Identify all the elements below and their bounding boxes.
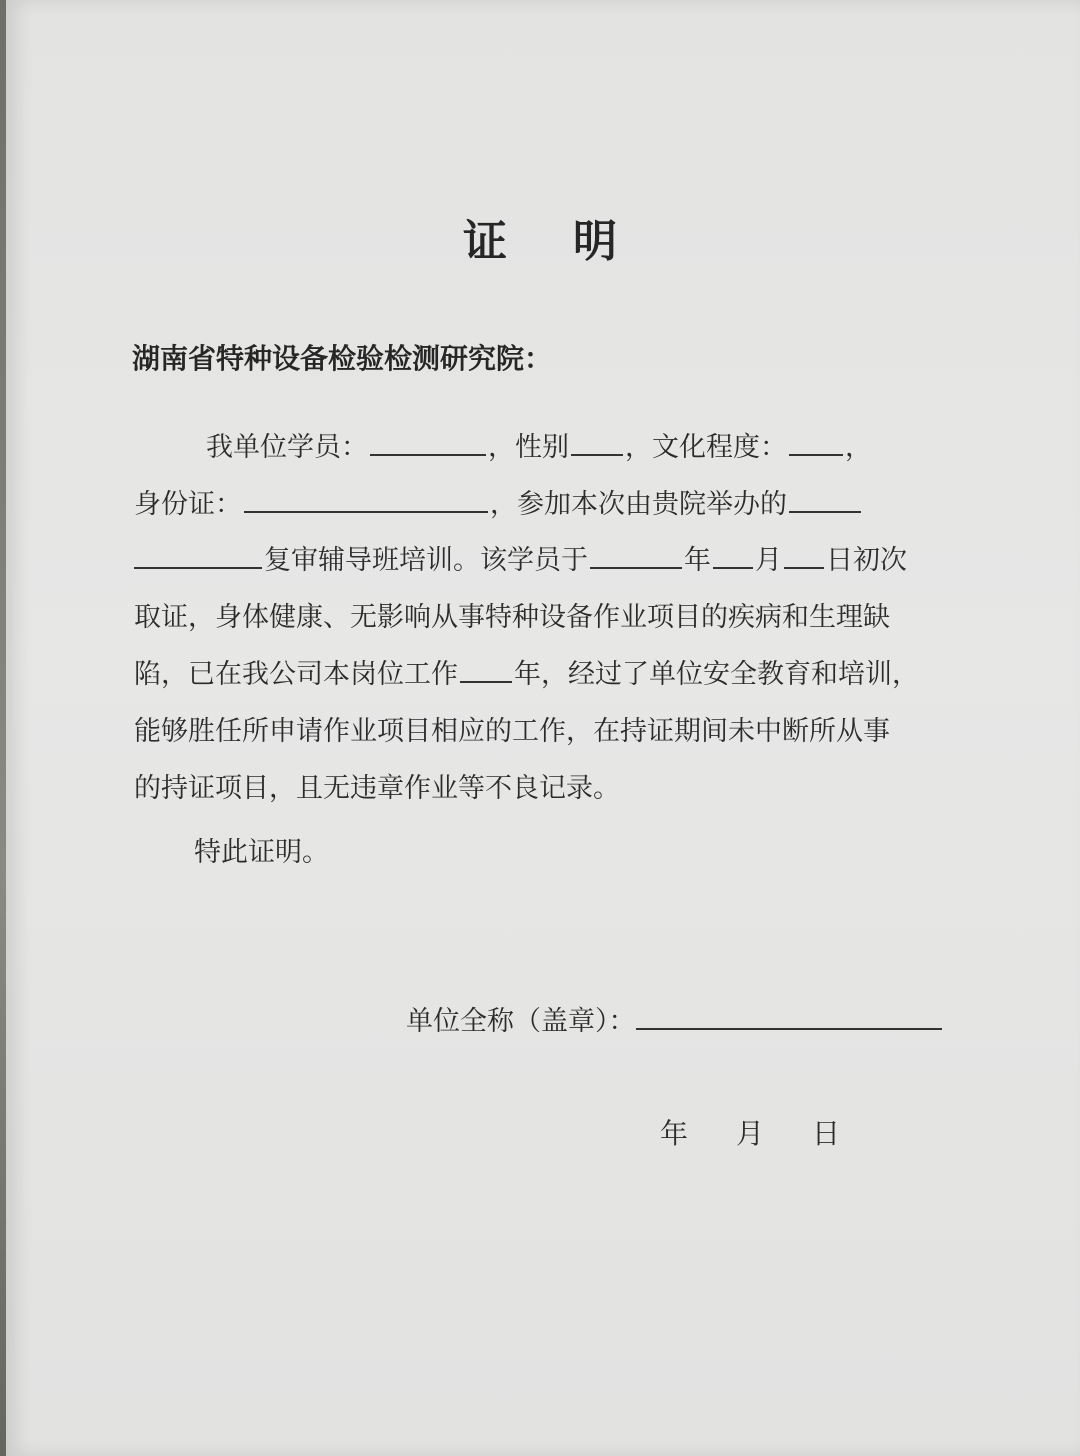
company-name-blank[interactable] xyxy=(636,1002,942,1030)
body-line-7: 的持证项目，且无违章作业等不良记录。 xyxy=(134,773,620,804)
first-cert-text: 复审辅导班培训。该学员于 xyxy=(264,545,588,576)
id-label: 身份证： xyxy=(134,489,242,520)
id-number-blank[interactable] xyxy=(244,487,488,513)
signature-row xyxy=(406,999,942,1038)
comma: ， xyxy=(845,432,872,463)
student-name-blank[interactable] xyxy=(370,430,486,456)
cert-day-blank[interactable] xyxy=(784,543,824,569)
title-char-2: 明 xyxy=(573,216,617,267)
training-text: ，参加本次由贵院举办的 xyxy=(490,489,787,520)
document-title xyxy=(0,205,1080,269)
date-day: 日 xyxy=(812,1117,841,1150)
body-line-5 xyxy=(134,652,919,691)
training-name-blank-1[interactable] xyxy=(789,487,861,513)
signature-label: 单位全称（盖章）： xyxy=(406,1006,636,1037)
education-blank[interactable] xyxy=(789,430,843,456)
education-label: ，文化程度： xyxy=(625,432,787,463)
date-year: 年 xyxy=(660,1117,689,1150)
gender-blank[interactable] xyxy=(571,430,623,456)
body-line-1 xyxy=(206,425,872,464)
work-text: 陷，已在我公司本岗位工作 xyxy=(134,659,458,690)
work-text-2: 年，经过了单位安全教育和培训， xyxy=(514,659,919,690)
body-line-4: 取证，身体健康、无影响从事特种设备作业项目的疾病和生理缺 xyxy=(134,602,890,633)
date-row xyxy=(660,1112,840,1152)
addressee: 湖南省特种设备检验检测研究院： xyxy=(132,342,553,375)
closing-statement: 特此证明。 xyxy=(194,837,329,868)
body-line-2 xyxy=(134,482,863,521)
body-line-6: 能够胜任所申请作业项目相应的工作，在持证期间未中断所从事 xyxy=(134,716,890,747)
first-cert-suffix: 日初次 xyxy=(826,545,907,576)
student-label: 我单位学员： xyxy=(206,432,368,463)
date-month: 月 xyxy=(736,1117,765,1150)
cert-year-blank[interactable] xyxy=(590,543,682,569)
training-name-blank-2[interactable] xyxy=(134,543,262,569)
year-label: 年 xyxy=(684,545,711,576)
month-label: 月 xyxy=(755,545,782,576)
work-years-blank[interactable] xyxy=(460,657,512,683)
title-char-1: 证 xyxy=(463,216,507,267)
body-line-3 xyxy=(134,538,907,577)
cert-month-blank[interactable] xyxy=(713,543,753,569)
gender-label: ，性别 xyxy=(488,432,569,463)
